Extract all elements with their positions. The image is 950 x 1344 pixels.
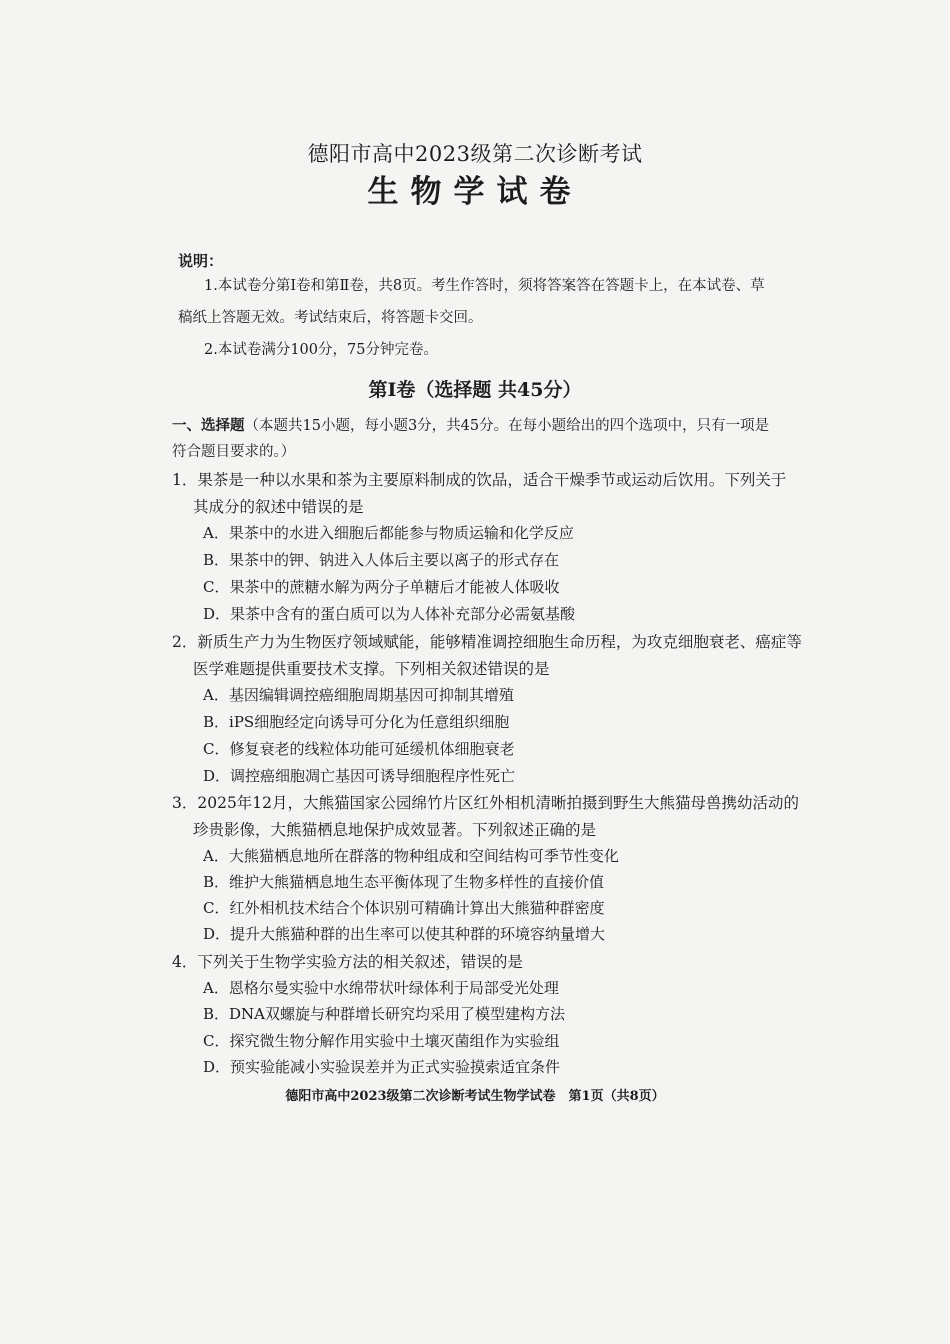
question-1-option-a: A．果茶中的水进入细胞后都能参与物质运输和化学反应 [203,524,574,542]
section-desc-line-2: 符合题目要求的。） [172,444,296,460]
question-2-option-a: A．基因编辑调控癌细胞周期基因可抑制其增殖 [203,686,514,704]
question-4-stem-line-1: 4．下列关于生物学实验方法的相关叙述，错误的是 [172,953,523,971]
question-3-option-b: B．维护大熊猫栖息地生态平衡体现了生物多样性的直接价值 [203,873,605,891]
question-3-option-c: C．红外相机技术结合个体识别可精确计算出大熊猫种群密度 [203,899,605,917]
section-desc-line-1: （本题共15小题，每小题3分，共45分。在每小题给出的四个选项中，只有一项是 [244,418,770,434]
instructions-label: 说明： [178,252,224,270]
subject-title: 生物学试卷 [367,174,583,210]
question-2-option-b: B．iPS细胞经定向诱导可分化为任意组织细胞 [203,713,510,731]
instruction-item-2: 2.本试卷满分100分，75分钟完卷。 [204,342,438,358]
question-1-stem-line-2: 其成分的叙述中错误的是 [193,498,364,516]
question-4-option-d: D．预实验能减小实验误差并为正式实验摸索适宜条件 [203,1058,561,1076]
question-1-option-b: B．果茶中的钾、钠进入人体后主要以离子的形式存在 [203,551,560,569]
instruction-item-1-line-2: 稿纸上答题无效。考试结束后，将答题卡交回。 [178,310,483,326]
section-label: 一、选择题 [172,417,245,434]
question-3-option-a: A．大熊猫栖息地所在群落的物种组成和空间结构可季节性变化 [203,847,619,865]
question-1-option-c: C．果茶中的蔗糖水解为两分子单糖后才能被人体吸收 [203,578,560,596]
question-2-option-c: C．修复衰老的线粒体功能可延缓机体细胞衰老 [203,740,515,758]
question-3-option-d: D．提升大熊猫种群的出生率可以使其种群的环境容纳量增大 [203,925,606,943]
question-4-option-a: A．恩格尔曼实验中水绵带状叶绿体利于局部受光处理 [203,979,559,997]
question-4-option-b: B．DNA双螺旋与种群增长研究均采用了模型建构方法 [203,1005,566,1023]
question-4-option-c: C．探究微生物分解作用实验中土壤灭菌组作为实验组 [203,1032,560,1050]
instruction-item-1-line-1: 1.本试卷分第Ⅰ卷和第Ⅱ卷，共8页。考生作答时，须将答案答在答题卡上，在本试卷、草 [204,278,765,294]
question-1-stem-line-1: 1．果茶是一种以水果和茶为主要原料制成的饮品，适合干燥季节或运动后饮用。下列关于 [172,471,787,489]
question-3-stem-line-2: 珍贵影像，大熊猫栖息地保护成效显著。下列叙述正确的是 [193,821,597,839]
part-1-title: 第Ⅰ卷（选择题 共45分） [368,379,582,401]
section-heading [172,414,769,435]
page-footer: 德阳市高中2023级第二次诊断考试生物学试卷 第1页（共8页） [285,1089,665,1104]
question-3-stem-line-1: 3．2025年12月，大熊猫国家公园绵竹片区红外相机清晰拍摄到野生大熊猫母兽携幼活动的 [172,794,800,812]
question-2-stem-line-1: 2．新质生产力为生物医疗领域赋能，能够精准调控细胞生命历程，为攻克细胞衰老、癌症等 [172,633,802,651]
exam-title: 德阳市高中2023级第二次诊断考试 [307,142,643,166]
question-2-stem-line-2: 医学难题提供重要技术支撑。下列相关叙述错误的是 [193,660,550,678]
question-1-option-d: D．果茶中含有的蛋白质可以为人体补充部分必需氨基酸 [203,605,576,623]
question-2-option-d: D．调控癌细胞凋亡基因可诱导细胞程序性死亡 [203,767,516,785]
